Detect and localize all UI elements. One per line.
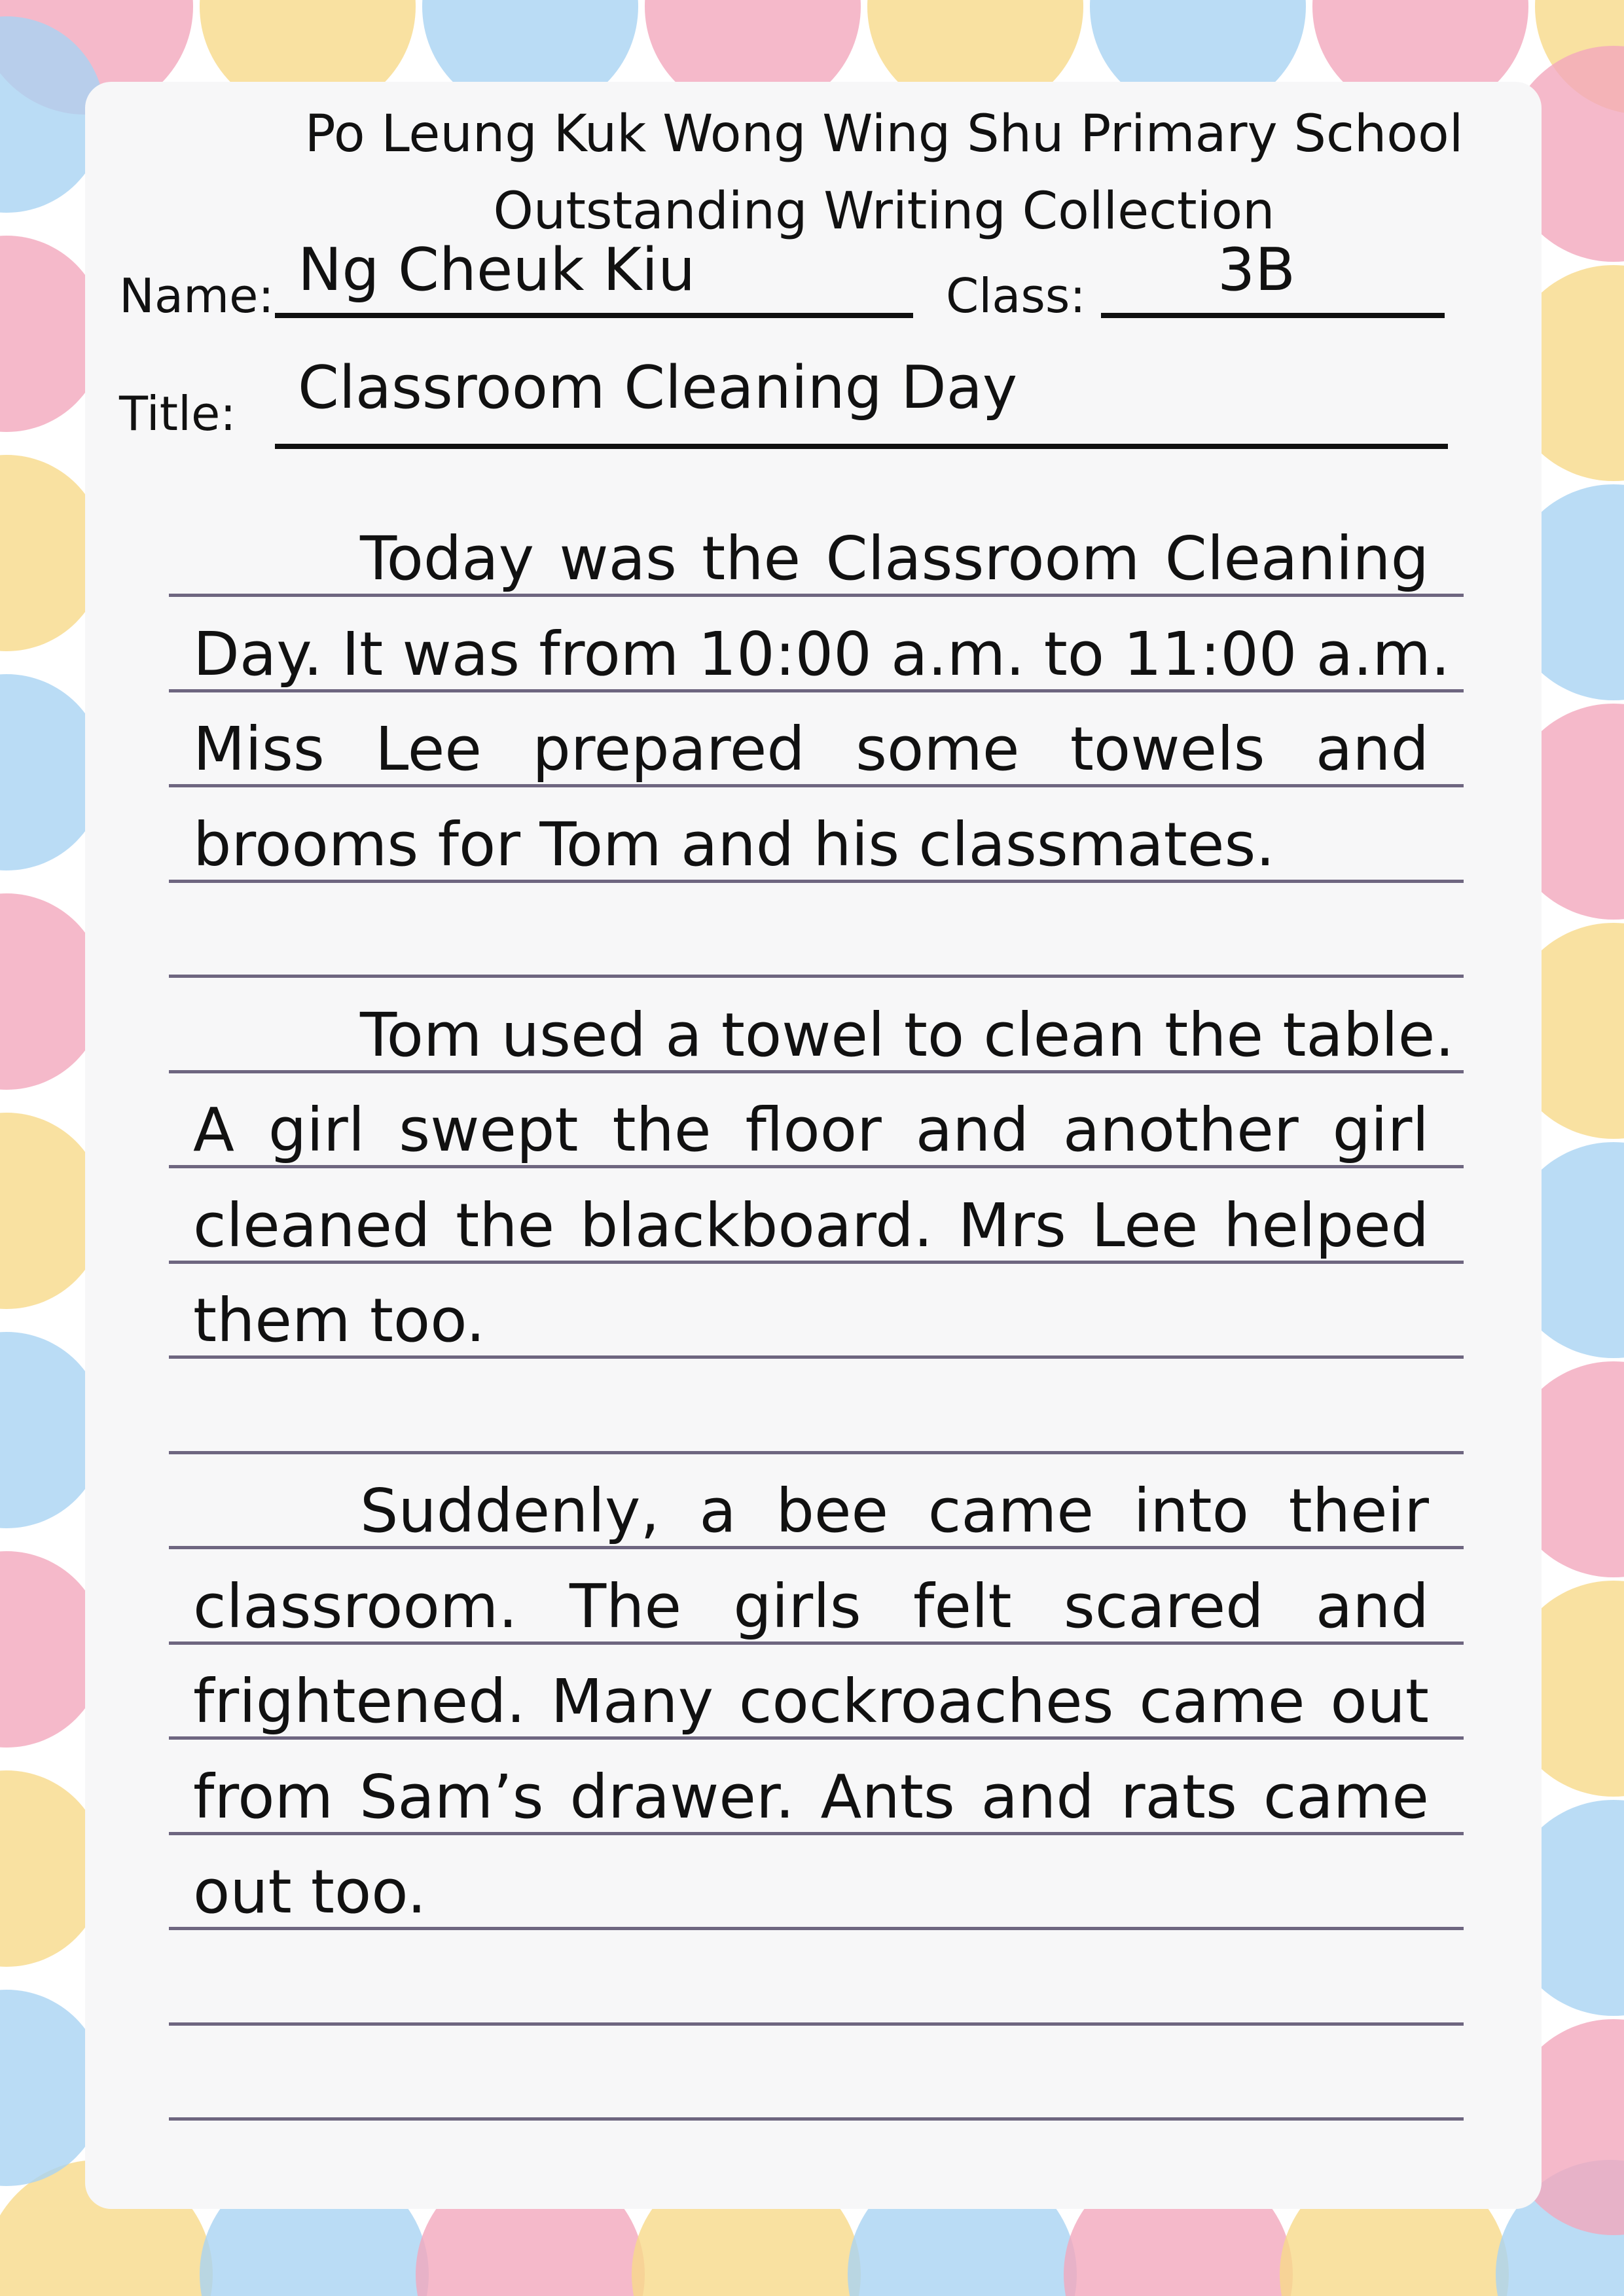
essay-line: A girl swept the floor and another girl xyxy=(193,1095,1429,1165)
ruled-line xyxy=(169,1451,1464,1454)
essay-line: out too. xyxy=(193,1857,427,1927)
ruled-line xyxy=(169,2022,1464,2026)
essay-line: from Sam’s drawer. Ants and rats came xyxy=(193,1762,1429,1832)
ruled-line xyxy=(169,975,1464,978)
essay-line: them too. xyxy=(193,1285,486,1355)
essay-line: Day. It was from 10:00 a.m. to 11:00 a.m. xyxy=(193,619,1451,689)
essay-line: Suddenly, a bee came into their xyxy=(360,1476,1429,1546)
essay-line: frightened. Many cockroaches came out xyxy=(193,1666,1429,1736)
name-underline xyxy=(275,313,913,318)
essay-line: Today was the Classroom Cleaning xyxy=(360,524,1429,594)
essay-line: Miss Lee prepared some towels and xyxy=(193,714,1429,784)
title-underline xyxy=(275,444,1448,449)
class-label: Class: xyxy=(946,268,1086,323)
class-value: 3B xyxy=(1218,236,1296,304)
ruled-line xyxy=(169,2117,1464,2121)
name-label: Name: xyxy=(119,268,274,323)
class-underline xyxy=(1101,313,1445,318)
essay-line: classroom. The girls felt scared and xyxy=(193,1571,1429,1641)
essay-line: cleaned the blackboard. Mrs Lee helped xyxy=(193,1191,1429,1261)
school-name: Po Leung Kuk Wong Wing Shu Primary School xyxy=(304,105,1464,164)
essay-line: Tom used a towel to clean the table. xyxy=(360,1000,1454,1070)
essay-title: Classroom Cleaning Day xyxy=(298,353,1018,422)
title-label: Title: xyxy=(119,386,236,441)
student-name: Ng Cheuk Kiu xyxy=(298,236,696,304)
collection-title: Outstanding Writing Collection xyxy=(493,182,1275,241)
essay-line: brooms for Tom and his classmates. xyxy=(193,810,1275,880)
